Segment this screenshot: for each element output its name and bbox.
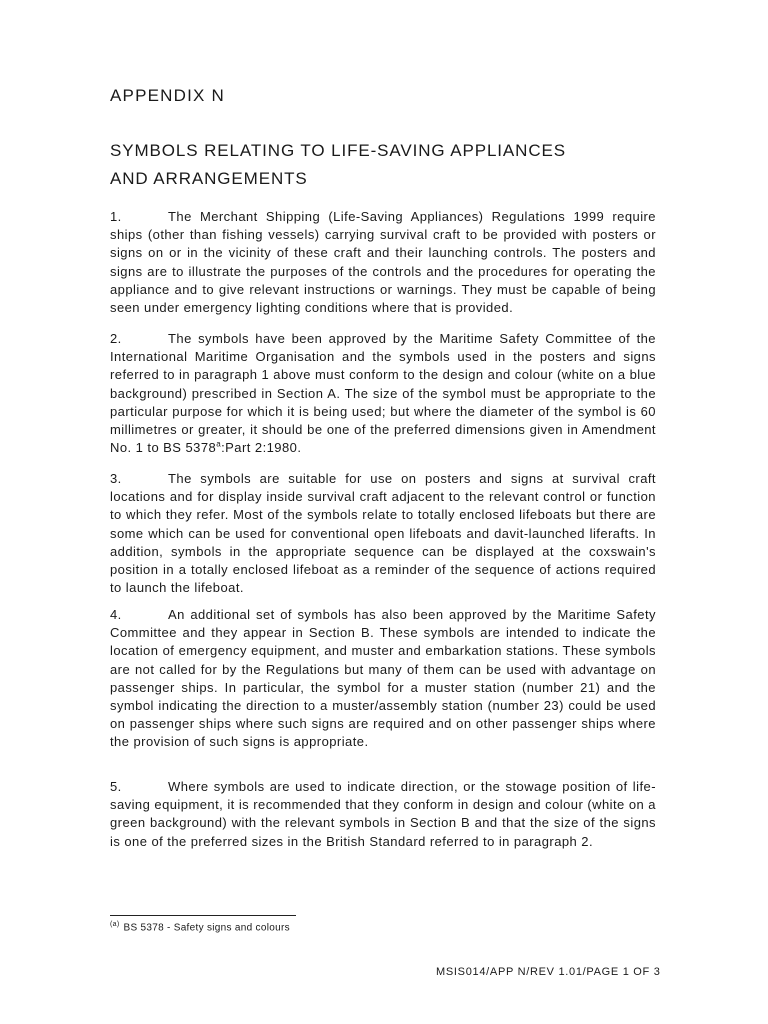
paragraph-number: 4. (110, 607, 122, 622)
document-title (110, 137, 566, 193)
footnote-reference: a (216, 439, 222, 449)
paragraph-3 (110, 470, 656, 597)
paragraph-text: An additional set of symbols has also been approved by the Maritime Safety Committee and they appear in Section B. These symbols are intended to indicate the location of emergency equipment, and muster and embarkation stations. These symbols are not called for by the Regulations but many of them can be used with advantage on passenger ships. In particular, the symbol for a muster station (number 21) and the symbol indicating the direction to a muster/assembly station (number 23) could be used on passenger ships where such signs are required and on other passenger ships where the provision of such signs is appropriate. (110, 607, 656, 750)
paragraph-text: Where symbols are used to indicate direction, or the stowage position of life-saving equipment, it is recommended that they conform in design and colour (white on a green background) with the relevant symbols in Section B and that the size of the signs is one of the preferred sizes in the British Standard referred to in paragraph 2. (110, 779, 656, 849)
paragraph-5 (110, 778, 656, 851)
title-line-1: SYMBOLS RELATING TO LIFE-SAVING APPLIANCES (110, 141, 567, 160)
paragraph-number: 3. (110, 471, 122, 486)
paragraph-text-continued: :Part 2:1980. (221, 440, 302, 456)
footnote-text: BS 5378 - Safety signs and colours (123, 922, 290, 934)
paragraph-text: The symbols are suitable for use on posters and signs at survival craft locations and for display inside survival craft adjacent to the relevant control or function to which they refer. Most of the symbols relate to totally enclosed lifeboats but there are some which can be used for conventional open lifeboats and davit-launched liferafts. In addition, symbols in the appropriate sequence can be displayed at the coxswain's position in a totally enclosed lifeboat as a reminder of the sequence of actions required to launch the lifeboat. (110, 471, 656, 596)
footnote-divider (110, 915, 296, 916)
footnote (110, 921, 290, 933)
appendix-label: APPENDIX N (110, 86, 225, 105)
page-footer-reference: MSIS014/APP N/REV 1.01/PAGE 1 OF 3 (436, 966, 661, 978)
paragraph-number: 5. (110, 779, 122, 794)
paragraph-number: 2. (110, 331, 122, 346)
paragraph-text: The symbols have been approved by the Maritime Safety Committee of the International Maritime Organisation and the symbols used in the posters and signs referred to in paragraph 1 above must conform to the design and colour (white on a blue background) prescribed in Section A. The size of the symbol must be appropriate to the particular purpose for which it is being used; but where the diameter of the symbol is 60 millimetres or greater, it should be one of the preferred dimensions given in Amendment No. 1 to BS 5378 (110, 331, 656, 456)
footnote-mark: (a) (110, 921, 120, 928)
paragraph-number: 1. (110, 209, 122, 224)
paragraph-text: The Merchant Shipping (Life-Saving Appliances) Regulations 1999 require ships (other than fishing vessels) carrying survival craft to be provided with posters or signs on or in the vicinity of these craft and their launching controls. The posters and signs are to illustrate the purposes of the controls and the procedures for operating the appliance and to give relevant instructions or warnings. They must be capable of being seen under emergency lighting conditions where that is provided. (110, 209, 656, 316)
paragraph-4 (110, 606, 656, 752)
paragraph-1 (110, 208, 656, 317)
title-line-2: AND ARRANGEMENTS (110, 169, 308, 188)
paragraph-2 (110, 330, 656, 457)
